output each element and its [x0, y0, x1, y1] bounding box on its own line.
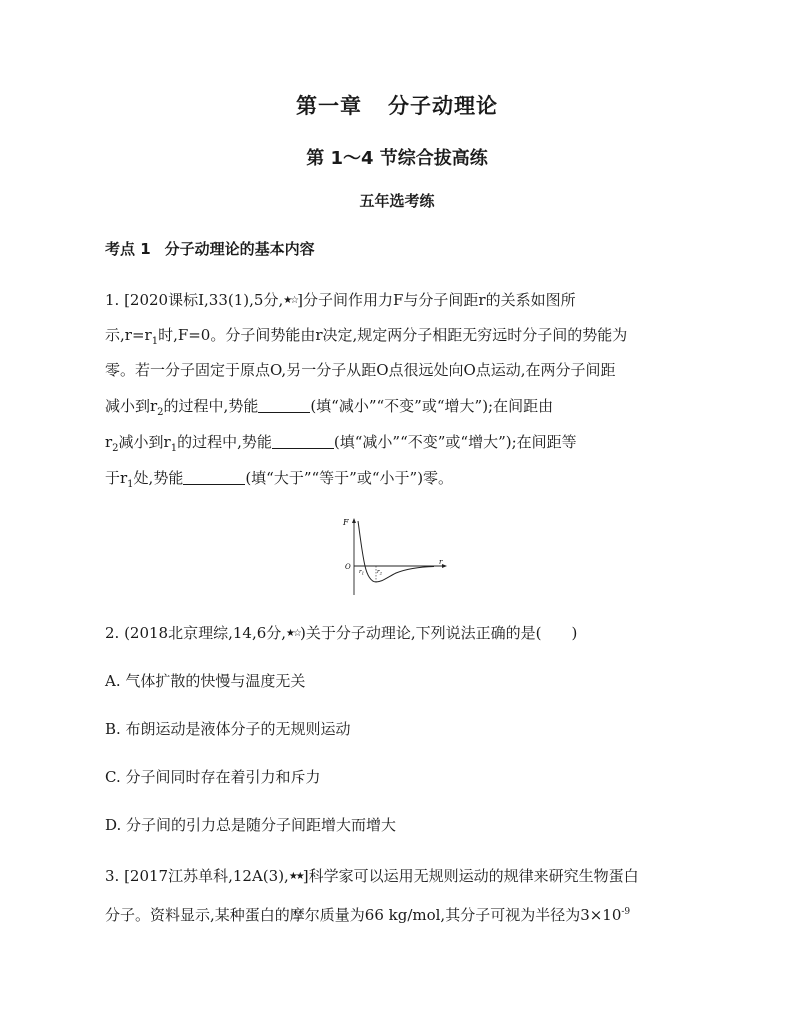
chapter-number: 第一章	[296, 94, 362, 118]
difficulty-star-icon: ★☆	[283, 295, 298, 306]
q2-option-a: A. 气体扩散的快慢与温度无关	[105, 672, 306, 690]
answer-blank-1[interactable]	[258, 398, 310, 413]
q2-option-b: B. 布朗运动是液体分子的无规则运动	[105, 720, 351, 738]
q1-line-2: 示$,r=r_1$时,F=0。分子间势能由r决定,规定两分子相距无穷远时分子间的势能为	[105, 326, 628, 347]
x-axis-label: r	[439, 558, 443, 566]
topic-label: 考点 1	[105, 240, 151, 258]
force-curve	[358, 521, 434, 582]
x-axis-arrow-icon	[442, 564, 447, 568]
topic-title: 分子动理论的基本内容	[164, 240, 315, 258]
force-distance-graph	[338, 515, 448, 597]
q1-line-5: $r_2$减小到$r_1$的过程中,势能 (填“减小”“不变”或“增大”);在间距等	[105, 433, 577, 454]
chapter-name: 分子动理论	[388, 94, 498, 118]
q2-option-d: D. 分子间的引力总是随分子间距增大而增大	[105, 816, 397, 834]
q1-line-6: 于$r_1$处,势能 (填“大于”“等于”或“小于”)零。	[105, 469, 454, 490]
q3-line-1: 3. [2017江苏单科,12A(3),★★]科学家可以运用无规则运动的规律来研究生物蛋白	[105, 867, 639, 885]
y-axis-arrow-icon	[352, 518, 356, 523]
origin-label: O	[345, 563, 351, 571]
q1-line-1: 1. [2020课标Ⅰ,33(1),5分,★☆]分子间作用力F与分子间距r的关系如图所	[105, 291, 576, 309]
q1-line-3: 零。若一分子固定于原点O,另一分子从距O点很远处向O点运动,在两分子间距	[105, 361, 616, 379]
y-axis-label: F	[343, 518, 349, 527]
q3-line-2: 分子。资料显示,某种蛋白的摩尔质量为66 kg/mol,其分子可视为半径为$3\times 10^{-9}$	[105, 906, 631, 924]
difficulty-star-icon: ★☆	[286, 628, 300, 639]
section-title: 第 1～4 节综合拔高练	[306, 148, 488, 169]
q1-line-4: 减小到$r_2$的过程中,势能 (填“减小”“不变”或“增大”);在间距由	[105, 397, 554, 418]
sub-title: 五年选考练	[359, 192, 435, 210]
answer-blank-3[interactable]	[183, 470, 245, 485]
r1-label: $r_1$	[359, 569, 365, 576]
r2-label: $r_2$	[377, 569, 383, 576]
q2-stem: 2. (2018北京理综,14,6分,★☆)关于分子动理论,下列说法正确的是( )	[105, 624, 578, 642]
answer-blank-2[interactable]	[272, 434, 334, 449]
topic-heading	[105, 238, 315, 259]
chapter-title	[0, 90, 794, 120]
q2-option-c: C. 分子间同时存在着引力和斥力	[105, 768, 321, 786]
difficulty-star-icon: ★★	[288, 871, 303, 882]
